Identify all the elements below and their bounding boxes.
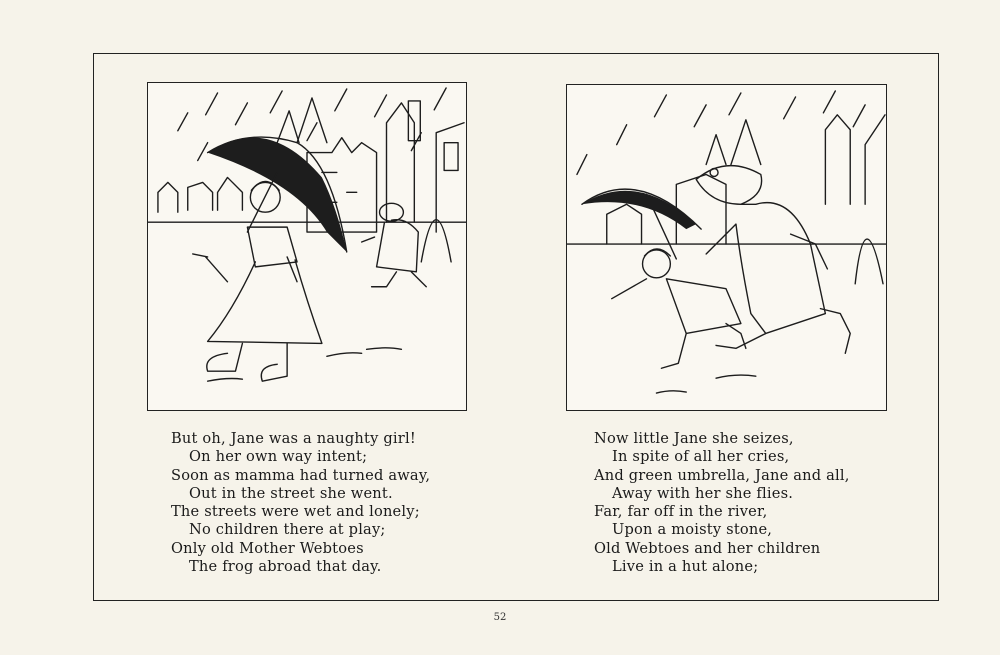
verse-line: Now little Jane she seizes, xyxy=(594,430,794,447)
frog-figure xyxy=(362,203,427,286)
illustration-jane-umbrella xyxy=(147,82,467,411)
umbrella-canopy xyxy=(208,137,347,252)
right-verse xyxy=(594,430,850,576)
verse-line: Away with her she flies. xyxy=(612,484,794,502)
verse-line: And green umbrella, Jane and all, xyxy=(594,466,850,484)
verse-line: No children there at play; xyxy=(189,521,386,539)
verse-line: The frog abroad that day. xyxy=(189,558,382,576)
verse-line: Soon as mamma had turned away, xyxy=(171,466,431,484)
illustration-jane-umbrella-drawing xyxy=(148,83,466,410)
verse-line: On her own way intent; xyxy=(189,448,368,466)
verse-line: In spite of all her cries, xyxy=(612,448,790,466)
illustration-frog-carries-jane-drawing xyxy=(567,85,886,410)
verse-line: Live in a hut alone; xyxy=(612,558,759,576)
verse-line: Far, far off in the river, xyxy=(594,503,768,521)
illustration-frog-carries-jane xyxy=(566,84,887,411)
ground-marks xyxy=(656,375,755,393)
page-number: 52 xyxy=(493,612,507,623)
left-verse xyxy=(171,430,430,576)
rain-lines xyxy=(577,91,865,174)
verse-line: Only old Mother Webtoes xyxy=(171,539,364,557)
verse-line: Out in the street she went. xyxy=(189,484,393,502)
frog-figure xyxy=(696,166,850,354)
jane-figure xyxy=(612,249,746,368)
verse-line: The streets were wet and lonely; xyxy=(171,503,420,521)
verse-line: Old Webtoes and her children xyxy=(594,539,821,557)
verse-line: But oh, Jane was a naughty girl! xyxy=(171,430,416,447)
verse-line: Upon a moisty stone, xyxy=(612,521,773,539)
